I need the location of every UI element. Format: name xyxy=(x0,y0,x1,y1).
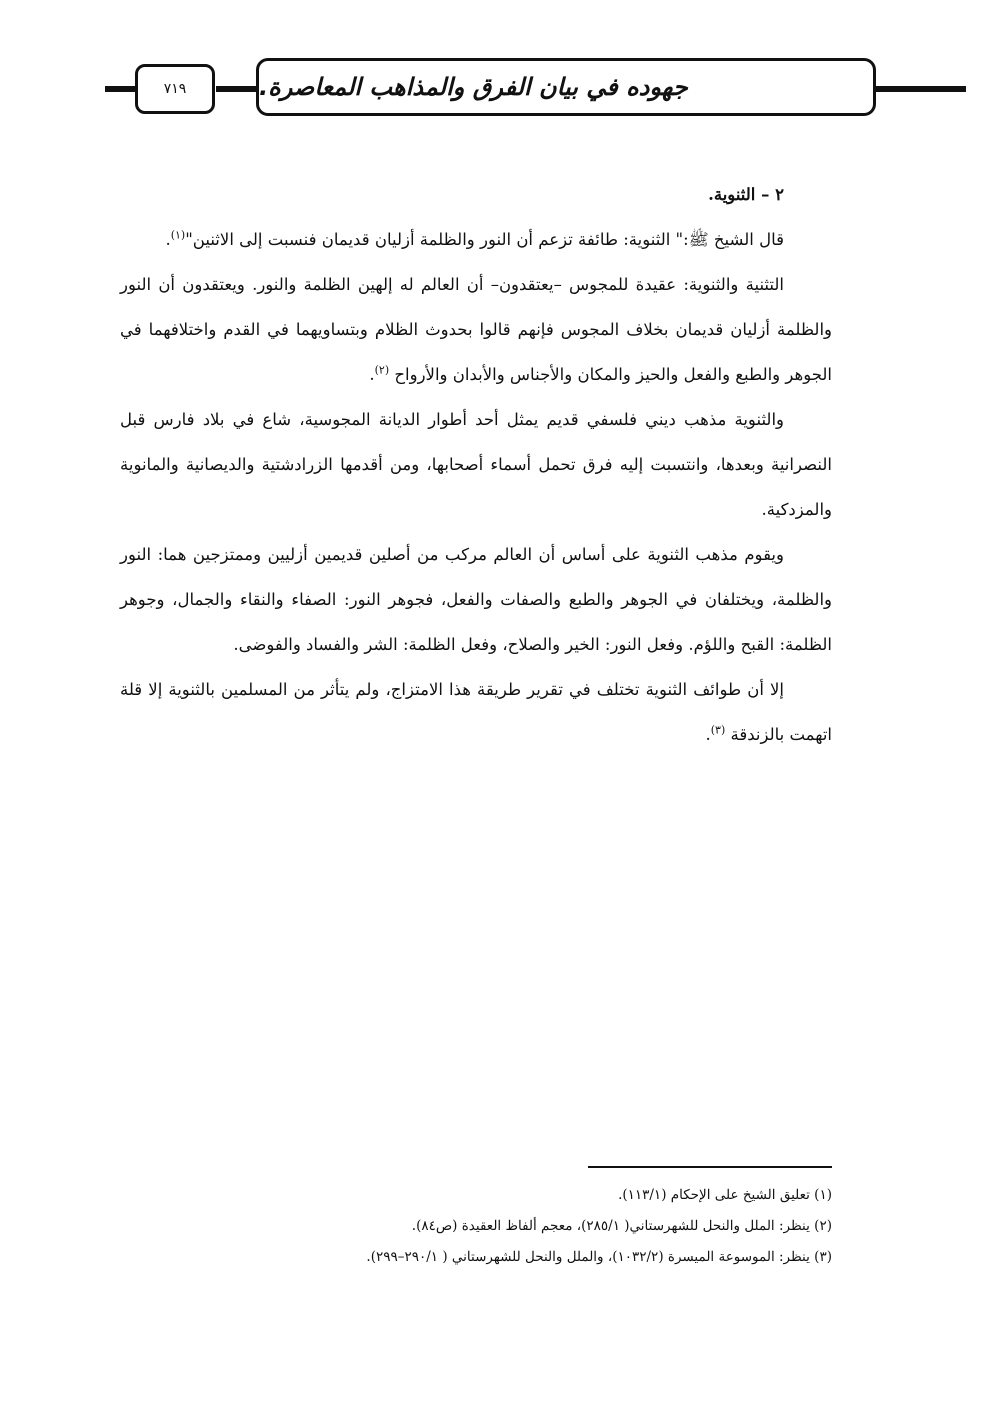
paragraph-4: ويقوم مذهب الثنوية على أساس أن العالم مركب من أصلين قديمين أزليين وممتزجين هما: النور والظلمة، ويختلفان في الجوهر والطبع والصفات والفعل، فجوهر النور: الصفاء والنقاء والجمال، وجوهر الظلمة: القبح واللؤم. وفعل النور: الخير والصلاح، وفعل الظلمة: الشر والفساد والفوضى. xyxy=(120,545,832,654)
footnote-ref-3[interactable]: (٣) xyxy=(710,723,726,737)
footnote-ref-2[interactable]: (٢) xyxy=(374,363,390,377)
running-title-box xyxy=(256,58,876,116)
footnotes xyxy=(200,1180,832,1273)
paragraph-1 xyxy=(120,217,832,262)
header-rule-middle xyxy=(216,86,256,92)
page-number: ٧١٩ xyxy=(163,81,187,97)
running-title: جهوده في بيان الفرق والمذاهب المعاصرة. xyxy=(259,73,688,101)
page-number-box xyxy=(135,64,215,114)
main-text xyxy=(120,172,832,757)
section-heading: ٢ – الثنوية. xyxy=(708,185,784,204)
paragraph-1-text: قال الشيخ ﷺ:" الثنوية: طائفة تزعم أن النور والظلمة أزليان قديمان فنسبت إلى الاثنين" xyxy=(185,230,784,249)
paragraph-5-text: إلا أن طوائف الثنوية تختلف في تقرير طريقة هذا الامتزاج، ولم يتأثر من المسلمين بالثنوية إلا قلة اتهمت بالزندقة xyxy=(120,680,832,744)
footnote-separator xyxy=(588,1166,832,1168)
header-rule-right xyxy=(874,86,966,92)
paragraph-2-text: التثنية والثنوية: عقيدة للمجوس –يعتقدون– أن العالم له إلهين الظلمة والنور. ويعتقدون أن النور والظلمة أزليان قديمان بخلاف المجوس فإنهم قالوا بحدوث الظلام وبتساويهما في القدم واختلافهما في الجوهر والطبع والفعل والحيز والمكان والأجناس والأبدان والأرواح xyxy=(120,275,832,384)
footnote-3: (٣) ينظر: الموسوعة الميسرة (١٠٣٢/٢)، والملل والنحل للشهرستاني ( ٢٩٠/١–٢٩٩). xyxy=(366,1249,832,1265)
footnote-1: (١) تعليق الشيخ على الإحكام (١١٣/١). xyxy=(618,1187,832,1203)
paragraph-5 xyxy=(120,667,832,757)
paragraph-2 xyxy=(120,262,832,397)
footnote-2: (٢) ينظر: الملل والنحل للشهرستاني( ٢٨٥/١)، معجم ألفاظ العقيدة (ص٨٤). xyxy=(411,1218,832,1234)
page-header xyxy=(0,56,992,116)
header-rule-left xyxy=(105,86,137,92)
footnote-ref-1[interactable]: (١) xyxy=(170,228,186,242)
period: . xyxy=(165,230,171,249)
period: . xyxy=(705,725,711,744)
period: . xyxy=(369,365,375,384)
paragraph-3: والثنوية مذهب ديني فلسفي قديم يمثل أحد أطوار الديانة المجوسية، شاع في بلاد فارس قبل النصرانية وبعدها، وانتسبت إليه فرق تحمل أسماء أصحابها، ومن أقدمها الزرادشتية والديصانية والمانوية والمزدكية. xyxy=(120,410,832,519)
